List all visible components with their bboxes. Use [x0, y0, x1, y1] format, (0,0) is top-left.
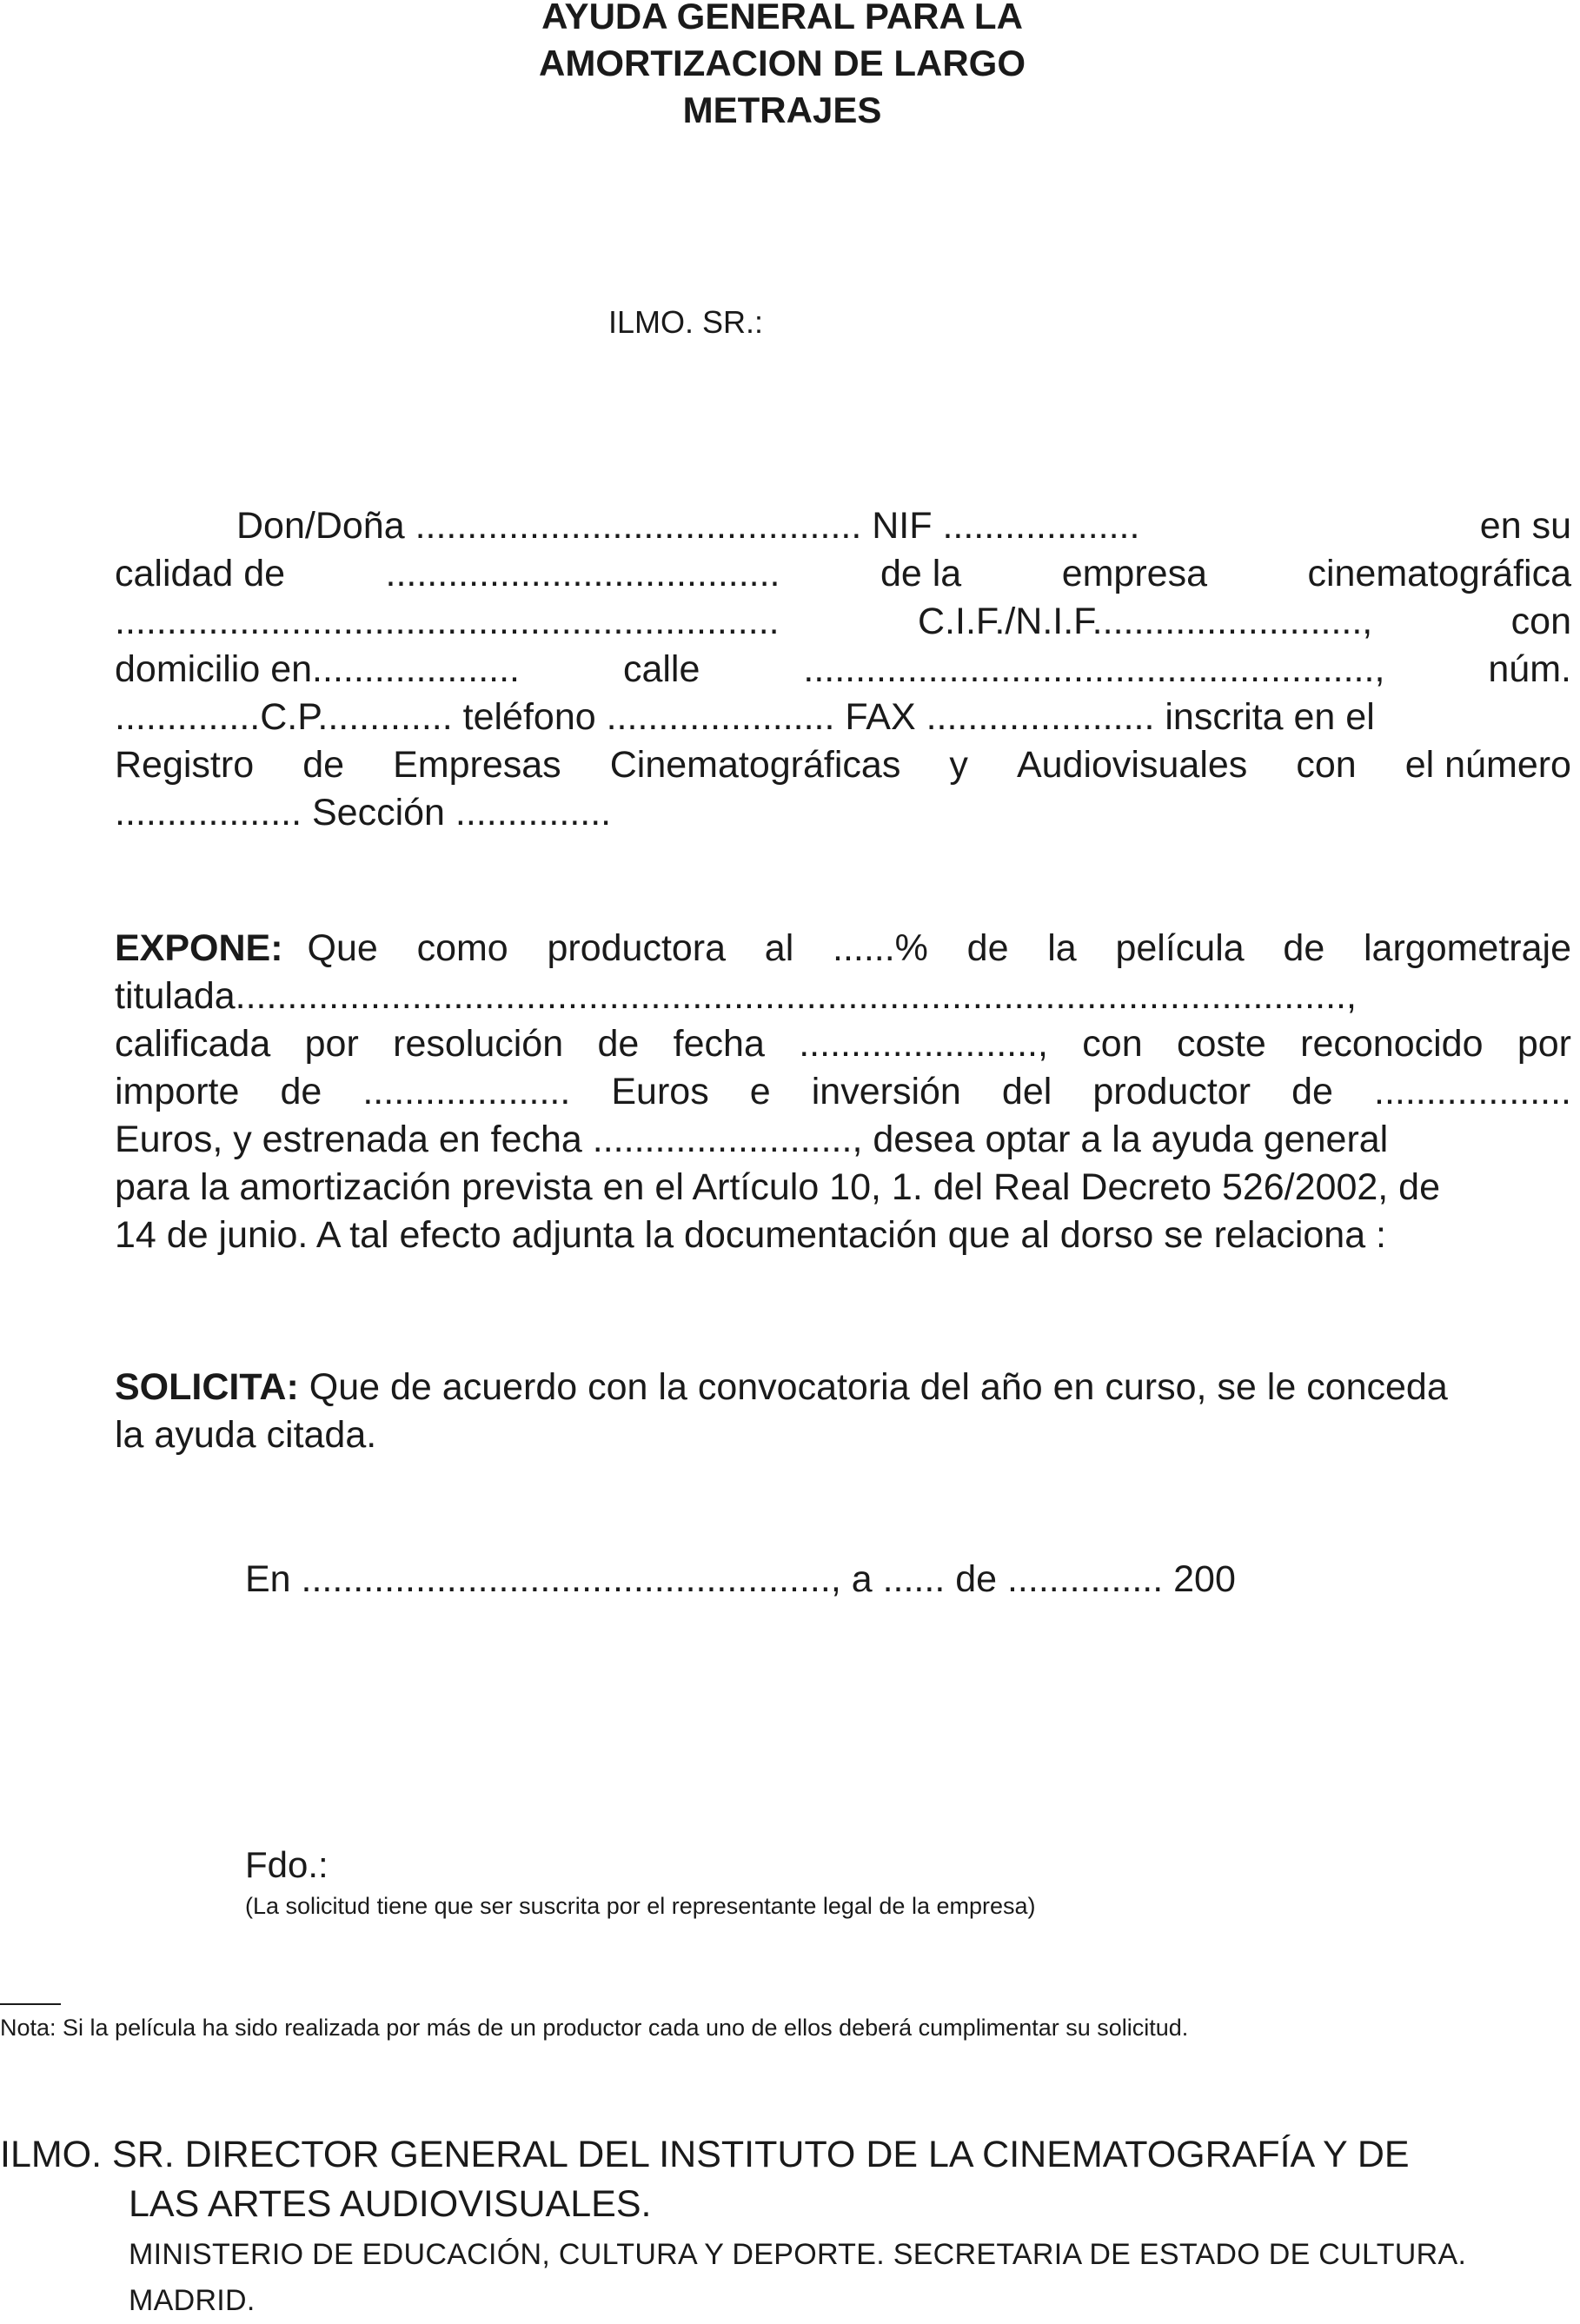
expone-label: EXPONE: — [115, 927, 283, 969]
applicant-domicilio: domicilio en.................... — [115, 648, 520, 690]
applicant-text: Empresas — [393, 744, 561, 786]
applicant-en-su: en su — [1479, 505, 1571, 547]
applicant-text: ...................................... — [385, 553, 780, 594]
solicita-line-1 — [115, 1364, 1571, 1411]
applicant-cif: C.I.F./N.I.F.........................., — [918, 601, 1373, 642]
addressee-line-3: MINISTERIO DE EDUCACIÓN, CULTURA Y DEPORTE. SECRETARIA DE ESTADO DE CULTURA. MADRID. — [129, 2238, 1467, 2317]
signature-note: (La solicitud tiene que ser suscrita por el representante legal de la empresa) — [245, 1893, 1036, 1919]
applicant-text: Audiovisuales — [1016, 744, 1248, 786]
salutation: ILMO. SR.: — [608, 304, 764, 340]
solicita-text-2: la ayuda citada. — [115, 1414, 377, 1456]
footnote: Nota: Si la película ha sido realizada por más de un productor cada uno de ellos deberá cumplimentar su solicitud. — [0, 2015, 1189, 2041]
applicant-text: Registro — [115, 744, 255, 786]
expone-importe: importe de .................... Euros e inversión del productor de ................... — [115, 1071, 1571, 1112]
applicant-text: de — [302, 744, 345, 786]
expone-line-7 — [115, 1212, 1571, 1259]
expone-line-5 — [115, 1116, 1571, 1164]
applicant-paragraph — [115, 502, 1571, 837]
expone-documentacion: 14 de junio. A tal efecto adjunta la documentación que al dorso se relaciona : — [115, 1214, 1387, 1256]
applicant-text: con — [1296, 744, 1357, 786]
expone-line-6 — [115, 1164, 1571, 1212]
expone-calificada: calificada por resolución de fecha ......................., con coste reconocido por — [115, 1023, 1571, 1065]
title-line-2: AMORTIZACION DE LARGO — [539, 43, 1026, 83]
solicita-line-2 — [115, 1411, 1571, 1459]
expone-text: Que como productora al ......% de la película de largometraje — [307, 927, 1571, 969]
applicant-text: de la — [880, 553, 962, 594]
applicant-line-2 — [115, 550, 1571, 598]
addressee-line-1: ILMO. SR. DIRECTOR GENERAL DEL INSTITUTO DE LA CINEMATOGRAFÍA Y DE — [0, 2134, 1410, 2175]
applicant-text: empresa — [1061, 553, 1207, 594]
solicita-paragraph — [115, 1364, 1571, 1459]
addressee-line-2: LAS ARTES AUDIOVISUALES. — [129, 2183, 652, 2225]
signature-label: Fdo.: — [245, 1844, 329, 1885]
title-line-3: METRAJES — [682, 90, 882, 130]
applicant-calle: calle — [622, 648, 700, 690]
applicant-line-1 — [115, 502, 1571, 550]
expone-line-4 — [115, 1068, 1571, 1116]
expone-titulada: titulada..........................................................................................................., — [115, 975, 1357, 1017]
applicant-text: con — [1510, 601, 1571, 642]
applicant-line-4 — [115, 646, 1571, 694]
applicant-seccion: .................. Sección ............... — [115, 792, 612, 833]
applicant-line-5 — [115, 694, 1571, 741]
title-line-1: AYUDA GENERAL PARA LA — [541, 0, 1023, 37]
expone-line-2 — [115, 973, 1571, 1020]
form-title — [374, 0, 1191, 134]
applicant-text: y — [949, 744, 968, 786]
expone-line-3 — [115, 1020, 1571, 1068]
solicita-text: Que de acuerdo con la convocatoria del año en curso, se le conceda — [309, 1366, 1448, 1408]
applicant-text: calidad de — [115, 553, 286, 594]
place-date-line: En ..................................................., a ...... de ............... 200 — [245, 1558, 1236, 1600]
applicant-text: el número — [1404, 744, 1571, 786]
expone-line-1 — [115, 925, 1571, 973]
applicant-num: núm. — [1488, 648, 1571, 690]
applicant-line-6 — [115, 741, 1571, 789]
footnote-rule — [0, 2003, 61, 2005]
applicant-name-nif: Don/Doña ........................................... NIF ................... — [236, 505, 1140, 547]
applicant-text: ......................................................., — [803, 648, 1385, 690]
expone-articulo: para la amortización prevista en el Artículo 10, 1. del Real Decreto 526/2002, de — [115, 1166, 1441, 1208]
applicant-text: ................................................................ — [115, 601, 780, 642]
applicant-line-7 — [115, 789, 1571, 837]
applicant-text: cinematográfica — [1307, 553, 1571, 594]
expone-estrenada: Euros, y estrenada en fecha ........................., desea optar a la ayuda general — [115, 1119, 1389, 1160]
applicant-cp-telefono-fax: ..............C.P............. teléfono ...................... FAX ...................... inscrita en el — [115, 696, 1375, 738]
expone-paragraph — [115, 925, 1571, 1259]
solicita-label: SOLICITA: — [115, 1366, 299, 1408]
applicant-line-3 — [115, 598, 1571, 646]
applicant-text: Cinematográficas — [609, 744, 901, 786]
